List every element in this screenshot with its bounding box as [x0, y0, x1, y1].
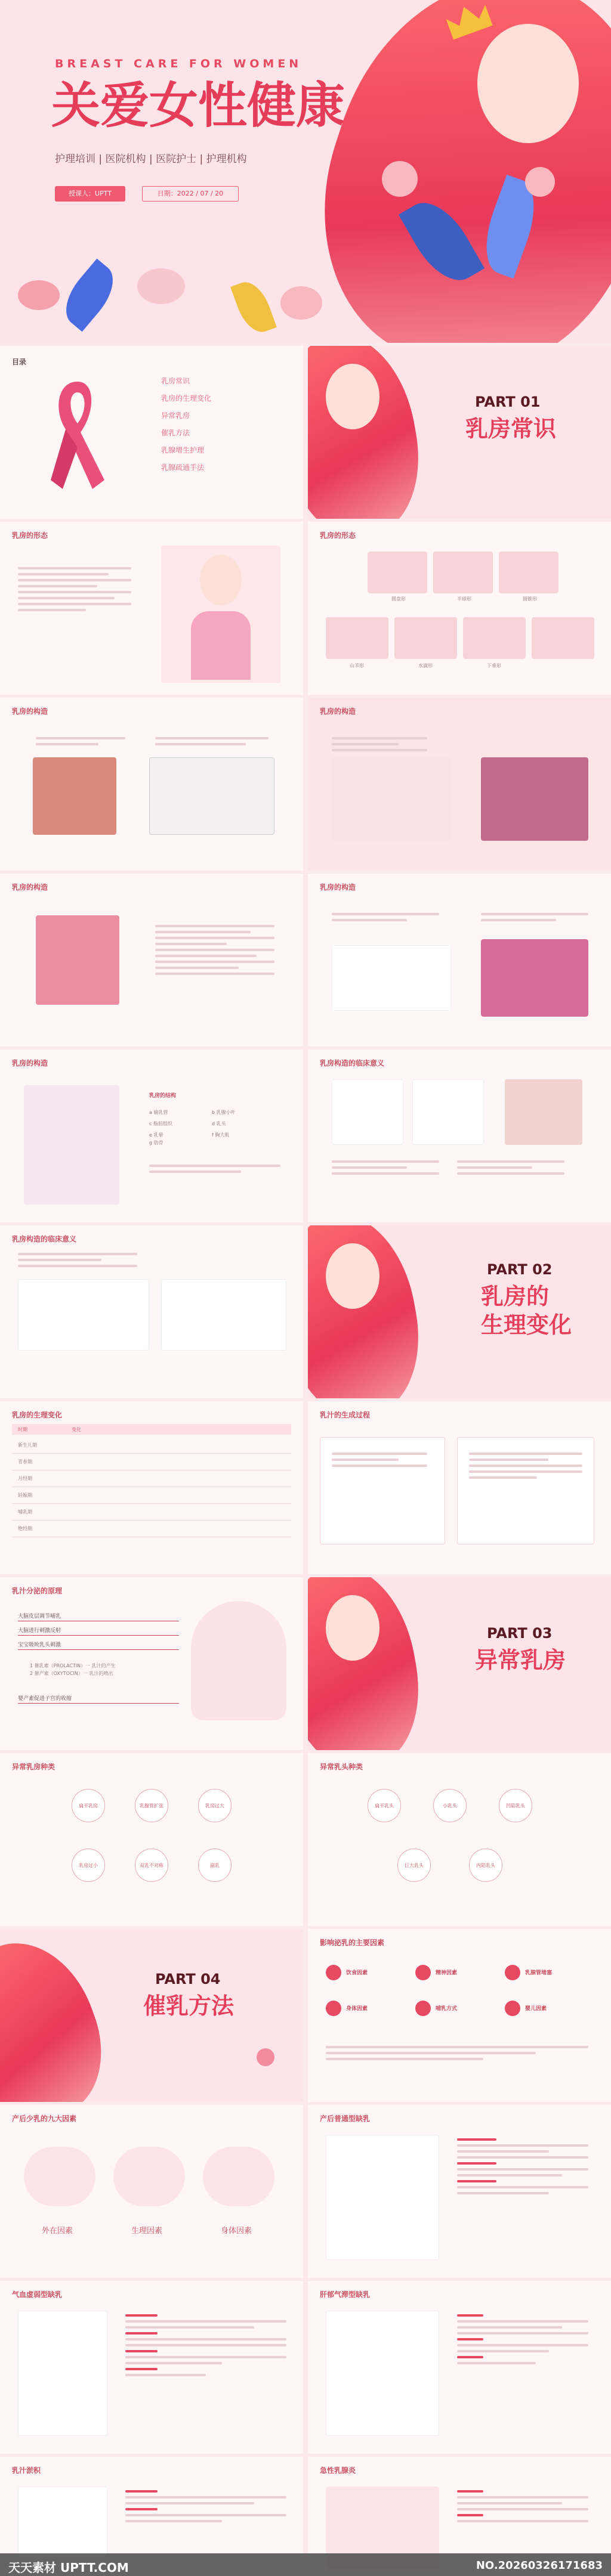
- flower-decoration: [525, 167, 555, 197]
- leaf-decoration: [230, 277, 277, 338]
- mastitis-slide: 急性乳腺炎: [308, 2457, 611, 2576]
- ribbon-icon: [48, 376, 107, 495]
- less-milk-slide: 产后少乳的九大因素 外在因素 生理因素 身体因素: [0, 2105, 303, 2278]
- struct-slide-5: 乳房的构造 乳房的结构 a 输乳管 b 乳腺小叶 c 脂肪组织 d 乳头 e 乳晕 f 胸大肌 g 肋骨: [0, 1049, 303, 1222]
- part4-title: 催乳方法: [143, 1993, 234, 2019]
- clinic-slide-1: 乳房构造的临床意义: [308, 1049, 611, 1222]
- factors-slide: 影响泌乳的主要因素 饮食因素 精神因素 乳腺管堵塞 身体因素 哺乳方式 婴儿因素: [308, 1929, 611, 2102]
- toc-item[interactable]: 乳腺增生护理: [161, 446, 205, 454]
- part1-number: PART 01: [475, 394, 541, 410]
- part2-number: PART 02: [487, 1261, 553, 1278]
- abn-nipple-slide: 异常乳头种类 扁平乳头 小乳头 凹陷乳头 巨大乳头 内陷乳头: [308, 1753, 611, 1926]
- flower-decoration: [18, 280, 60, 310]
- toc-slide: [0, 346, 303, 519]
- part4-number: PART 04: [155, 1971, 221, 1987]
- typical-slide: 产后普通型缺乳: [308, 2105, 611, 2278]
- cover-subtitle: 护理培训 | 医院机构 | 医院护士 | 护理机构: [55, 153, 247, 165]
- produce-slide: 乳汁的生成过程: [308, 1401, 611, 1574]
- part1-slide: [308, 346, 611, 519]
- part3-number: PART 03: [487, 1625, 553, 1642]
- part1-title: 乳房常识: [465, 416, 557, 442]
- struct-slide-4: 乳房的构造: [308, 874, 611, 1046]
- toc-item[interactable]: 乳腺疏通手法: [161, 463, 205, 472]
- toc-item[interactable]: 乳房的生理变化: [161, 394, 212, 402]
- part2-title-line2: 生理变化: [481, 1312, 572, 1338]
- author-button[interactable]: 授课人：UPTT: [55, 186, 125, 202]
- part2-slide: [308, 1225, 611, 1398]
- struct-slide-3: 乳房的构造: [0, 874, 303, 1046]
- part3-slide: [308, 1577, 611, 1750]
- cover-slide: [0, 0, 611, 343]
- cover-eng-title: BREAST CARE FOR WOMEN: [55, 57, 303, 70]
- flower-decoration: [382, 161, 418, 197]
- part3-title: 异常乳房: [475, 1647, 566, 1673]
- liver-slide: 肝郁气滞型缺乳: [308, 2281, 611, 2454]
- part4-slide: [0, 1929, 303, 2102]
- milk-stasis-slide: 乳汁淤积: [0, 2457, 303, 2576]
- toc-item[interactable]: 乳房常识: [161, 377, 190, 385]
- flower-decoration: [137, 268, 185, 304]
- form-slide-1: 乳房的形态: [0, 522, 303, 695]
- toc-title: 目录: [12, 358, 27, 366]
- date-button[interactable]: 日期：2022 / 07 / 20: [142, 186, 239, 202]
- cover-illustration-face: [477, 24, 579, 143]
- struct-slide-2: 乳房的构造: [308, 698, 611, 871]
- part2-title: 乳房的: [481, 1283, 550, 1309]
- toc-item[interactable]: 催乳方法: [161, 429, 190, 437]
- struct-slide-1: 乳房的构造: [0, 698, 303, 871]
- secrete-slide: 乳汁分泌的原理 大脑皮层调节哺乳 大脑进行刺激反射 宝宝吸吮乳头刺激 1 催乳素（PROLACTIN）一 乳汁的产生 2 催产素（OXYTOCIN）一 乳汁的喷出 婴产素促进子宫的收缩: [0, 1577, 303, 1750]
- cover-title: 关爱女性健康: [51, 78, 345, 134]
- phys-slide: 乳房的生理变化 时期 变化 新生儿期 青春期 月经期 妊娠期 哺乳期 绝经期: [0, 1401, 303, 1574]
- leaf-decoration: [55, 259, 125, 332]
- form-slide-2: 乳房的形态 圆盘形 半球形 圆锥形 山羊形 水滴形 下垂形: [308, 522, 611, 695]
- footer-left: 天天素材 UPTT.COM: [8, 2560, 129, 2575]
- abn-breast-slide: 异常乳房种类 扁平乳房 乳腺管扩张 乳房过大 乳房过小 双乳不对称 副乳: [0, 1753, 303, 1926]
- qi-slide: 气血虚弱型缺乳: [0, 2281, 303, 2454]
- toc-item[interactable]: 异常乳房: [161, 411, 190, 420]
- flower-decoration: [280, 286, 322, 320]
- clinic-slide-2: 乳房构造的临床意义: [0, 1225, 303, 1398]
- footer-right: NO.20260326171683: [476, 2559, 603, 2572]
